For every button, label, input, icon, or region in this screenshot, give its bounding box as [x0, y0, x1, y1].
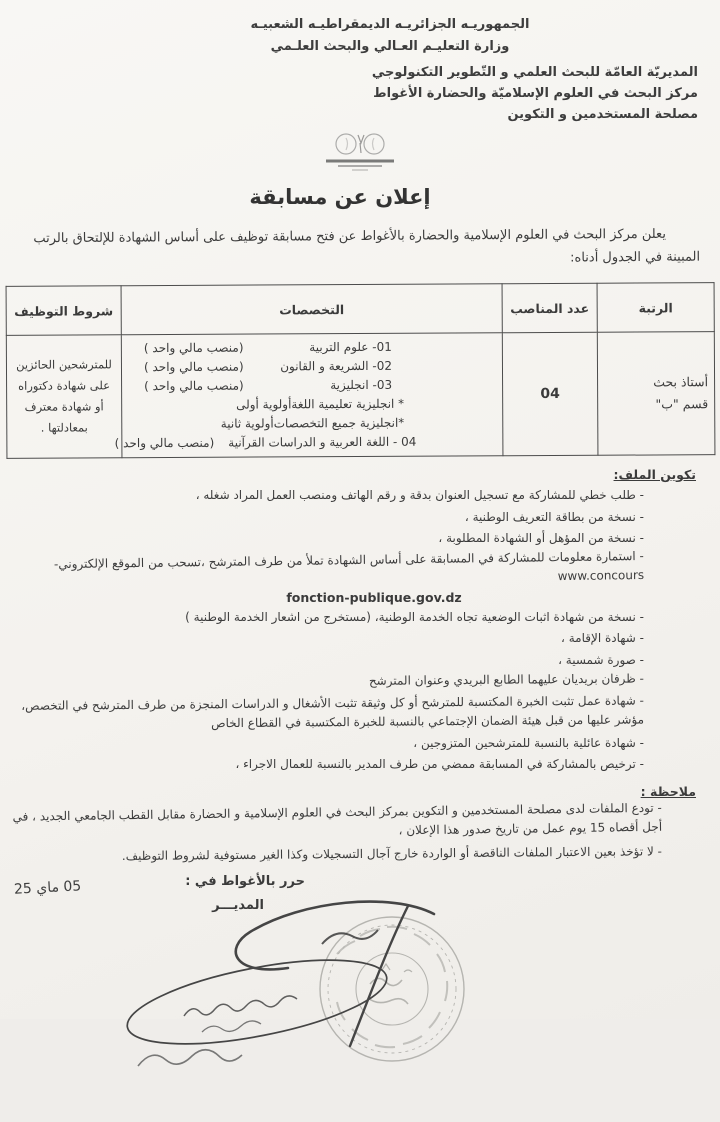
- file-section-heading: تكوين الملف:: [613, 467, 696, 482]
- header-institution: [0, 62, 720, 125]
- announcement-title: إعلان عن مسابقة: [249, 185, 431, 209]
- required-document-item: - شهادة عمل تثبت الخبرة المكتسبة للمترشح أو كل وثيقة تثبت الأشغال و الدراسات المنجزة من طرف المترشح في التخصص، مؤشر عليها من قبل هيئة الضمان الإجتماعي بالنسبة للخبرة المكتسبة في القطاع الخاص: [12, 691, 696, 734]
- required-document-item: - نسخة من بطاقة التعريف الوطنية ،: [12, 508, 696, 527]
- positions-count-cell: 04: [502, 332, 598, 455]
- directorate-line: المديريّة العامّة للبحث العلمي و التّطوير التكنولوجي: [371, 65, 698, 80]
- specialty-name: 01- علوم التربية: [308, 339, 392, 355]
- specialty-name: 02- الشريعة و القانون: [279, 358, 392, 374]
- specialty-row: [127, 337, 495, 358]
- required-document-item: - شهادة الإقامة ،: [12, 629, 696, 648]
- specialty-note: (منصب مالي واحد ): [114, 435, 214, 451]
- rank-line2: قسم "ب": [654, 396, 708, 412]
- note-item: - تودع الملفات لدى مصلحة المستخدمين و التكوين بمركز البحث في العلوم الإسلامية و الحضارة مقابل القطب الجامعي الجديد ، في أجل أقصاه 15 يوم عمل من تاريخ صدور هذا الإعلان ،: [12, 798, 696, 846]
- table-header-row: [6, 283, 714, 336]
- specialties-cell: [114, 333, 503, 458]
- republic-line: الجمهوريـه الجزائريـه الديمقراطيـه الشعبيـه: [250, 17, 530, 32]
- signature-and-stamp: [92, 884, 512, 1098]
- specialty-note: (منصب مالي واحد ): [143, 359, 244, 375]
- required-document-item: - نسخة من المؤهل أو الشهادة المطلوبة ،: [12, 529, 696, 548]
- specialty-name: *انجليزية جميع التخصصات: [273, 415, 404, 431]
- required-document-item: - نسخة من شهادة اثبات الوضعية تجاه الخدمة الوطنية، (مستخرج من اشعار الخدمة الوطنية ): [12, 608, 696, 627]
- center-line: مركز البحث في العلوم الإسلاميّة والحضارة الأغواط: [373, 86, 698, 101]
- required-document-item: - ظرفان بريديان عليهما الطابع البريدي وعنوان المترشح: [12, 669, 696, 693]
- specialty-name: * انجليزية تعليمية اللغة: [290, 396, 404, 412]
- specialty-row: [128, 375, 496, 396]
- required-document-item: - استمارة معلومات للمشاركة في المسابقة على أساس الشهادة تملأ من طرف المترشح ،تسحب من الموقع الإلكتروني-www.concours: [12, 546, 696, 593]
- header-national: [60, 0, 720, 58]
- specialty-row: [127, 356, 495, 377]
- specialty-note: أولوية أولى: [235, 397, 291, 412]
- note-section: [12, 784, 696, 864]
- rank-cell: [597, 332, 715, 456]
- director-label: المديـــر: [212, 897, 264, 913]
- table-row: [6, 332, 715, 459]
- file-composition-section: [12, 467, 696, 774]
- note-item: - لا تؤخذ بعين الاعتبار الملفات الناقصة أو الواردة خارج آجال التسجيلات وكذا الغير مستوفية لشروط التوظيف.: [12, 842, 696, 867]
- col-header-rank: الرتبة: [597, 283, 714, 333]
- specialty-row: [114, 432, 496, 453]
- positions-table: [5, 282, 715, 459]
- rank-line1: أستاذ بحث: [652, 374, 708, 390]
- handwritten-date: 05 ماي 25: [13, 877, 82, 898]
- col-header-conditions: شروط التوظيف: [6, 286, 121, 336]
- specialty-sub-row: [128, 394, 496, 415]
- specialty-name: 04 - اللغة العربية و الدراسات القرآنية: [227, 434, 416, 450]
- specialty-note: (منصب مالي واحد ): [143, 340, 244, 356]
- specialty-name: 03- انجليزية: [329, 377, 392, 393]
- specialty-note: (منصب مالي واحد ): [143, 378, 244, 394]
- center-emblem-icon: [318, 131, 402, 177]
- required-document-item: - ترخيص بالمشاركة في المسابقة ممضي من طرف المدير بالنسبة للعمال الاجراء ،: [12, 755, 696, 774]
- specialty-sub-row: [128, 413, 496, 434]
- footer: [0, 872, 720, 1122]
- required-document-item: - طلب خطي للمشاركة مع تسجيل العنوان بدقة و رقم الهاتف ومنصب العمل المراد شغله ،: [12, 486, 696, 505]
- required-document-item: - شهادة عائلية بالنسبة للمترشحين المتزوجين ،: [12, 734, 696, 753]
- col-header-specialties: التخصصات: [121, 284, 502, 335]
- issued-at-label: حرر بالأغواط في :: [185, 873, 305, 889]
- intro-paragraph: يعلن مركز البحث في العلوم الإسلامية والحضارة بالأغواط عن فتح مسابقة توظيف على أساس الشهادة للإلتحاق بالرتب المبينة في الجدول أدناه:: [33, 226, 701, 266]
- form-website-url: fonction-publique.gov.dz: [286, 589, 462, 605]
- service-line: مصلحة المستخدمين و التكوين: [507, 107, 698, 122]
- col-header-positions: عدد المناصب: [502, 283, 597, 332]
- conditions-cell: للمترشحين الحائزين على شهادة دكتوراه أو شهادة معترف بمعادلتها .: [6, 335, 122, 459]
- required-document-item: - صورة شمسية ،: [12, 651, 696, 670]
- official-stamp-icon: [92, 884, 512, 1094]
- ministry-line: وزارة التعليـم العـالي والبحث العلـمي: [270, 39, 510, 54]
- note-section-heading: ملاحظة :: [640, 783, 696, 799]
- specialty-note: أولوية ثانية: [220, 416, 274, 431]
